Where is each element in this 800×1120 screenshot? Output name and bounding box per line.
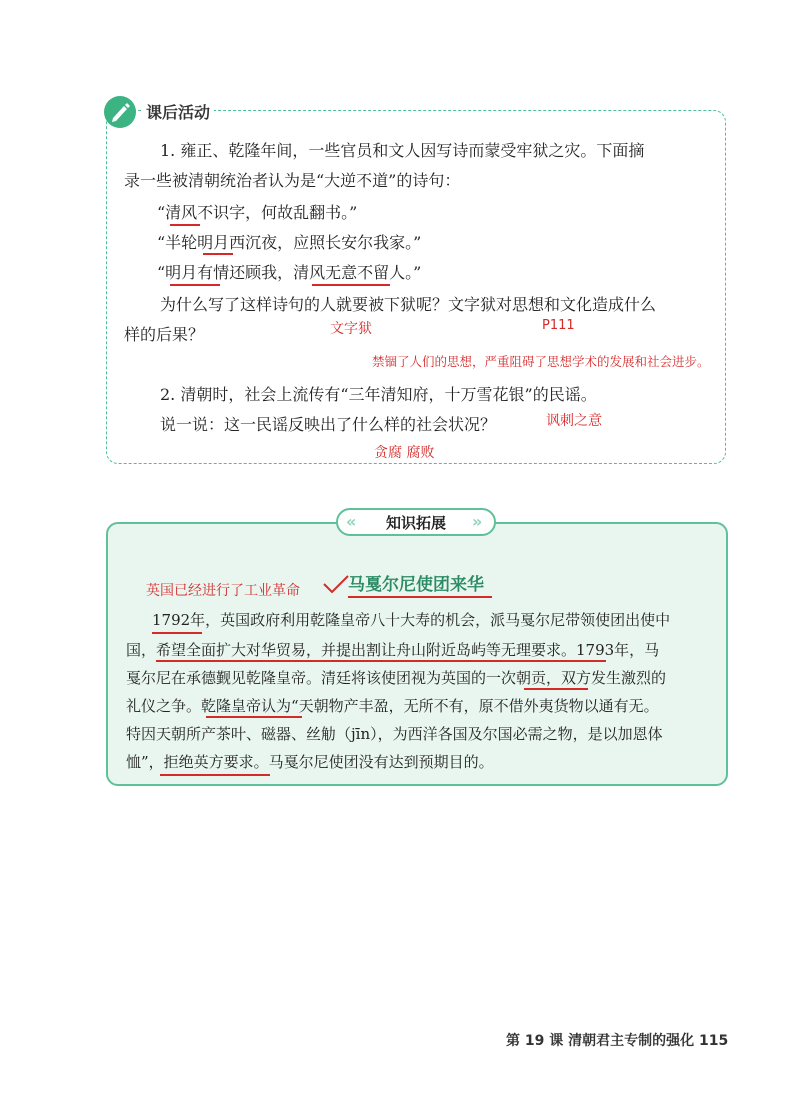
question-2-line-1: 2. 清朝时，社会上流传有“三年清知府，十万雪花银”的民谣。 [160,385,597,404]
underline [170,224,200,226]
knowledge-line-4: 礼仪之争。乾隆皇帝认为“天朝物产丰盈，无所不有，原不借外夷货物以通有无。 [126,697,659,715]
pencil-icon [104,96,136,128]
underline [524,688,588,690]
knowledge-line-3: 戛尔尼在承德觐见乾隆皇帝。清廷将该使团视为英国的一次朝贡，双方发生激烈的 [126,669,667,687]
knowledge-line-2: 国，希望全面扩大对华贸易，并提出割让舟山附近岛屿等无理要求。1793年，马 [126,641,660,659]
note-industrial-revolution: 英国已经进行了工业革命 [146,583,300,599]
underline [170,284,220,286]
underline [203,253,233,255]
chevron-left-icon: « [346,512,357,531]
note-answer-1: 禁锢了人们的思想，严重阻碍了思想学术的发展和社会进步。 [372,354,710,369]
activity-box [106,110,726,464]
question-1-line-1: 1. 雍正、乾隆年间，一些官员和文人因写诗而蒙受牢狱之灾。下面摘 [160,141,645,160]
underline [348,596,492,598]
underline [156,660,606,662]
activity-title: 课后活动 [142,100,214,123]
underline [206,716,302,718]
note-answer-2: 贪腐 腐败 [374,445,435,461]
knowledge-tab-label: 知识拓展 [386,514,447,532]
poem-line-1: “清风不识字，何故乱翻书。” [157,203,358,222]
note-wenziyu: 文字狱 [330,321,372,337]
question-1-ask-line-1: 为什么写了这样诗句的人就要被下狱呢？文字狱对思想和文化造成什么 [160,295,657,314]
underline [152,632,202,634]
knowledge-line-1: 1792年，英国政府利用乾隆皇帝八十大寿的机会，派马戛尔尼带领使团出使中 [152,611,671,629]
knowledge-line-6: 恤”，拒绝英方要求。马戛尔尼使团没有达到预期目的。 [126,753,494,771]
question-2-line-2: 说一说：这一民谣反映出了什么样的社会状况？ [160,415,497,434]
chevron-right-icon: » [472,512,483,531]
page-footer: 第 19 课 清朝君主专制的强化 115 [506,1033,729,1049]
knowledge-line-5: 特因天朝所产茶叶、磁器、丝觔（jīn），为西洋各国及尔国必需之物，是以加恩体 [126,725,663,743]
note-satire: 讽刺之意 [546,413,602,429]
checkmark-icon [322,574,350,594]
poem-line-2: “半轮明月西沉夜，应照长安尔我家。” [157,233,422,252]
question-1-line-2: 录一些被清朝统治者认为是“大逆不道”的诗句： [124,171,461,190]
knowledge-heading: 马戛尔尼使团来华 [348,575,484,595]
underline [312,284,390,286]
note-page-ref: P111 [542,318,575,333]
underline [160,774,270,776]
poem-line-3: “明月有情还顾我，清风无意不留人。” [157,263,422,282]
question-1-ask-line-2: 样的后果？ [124,325,205,344]
